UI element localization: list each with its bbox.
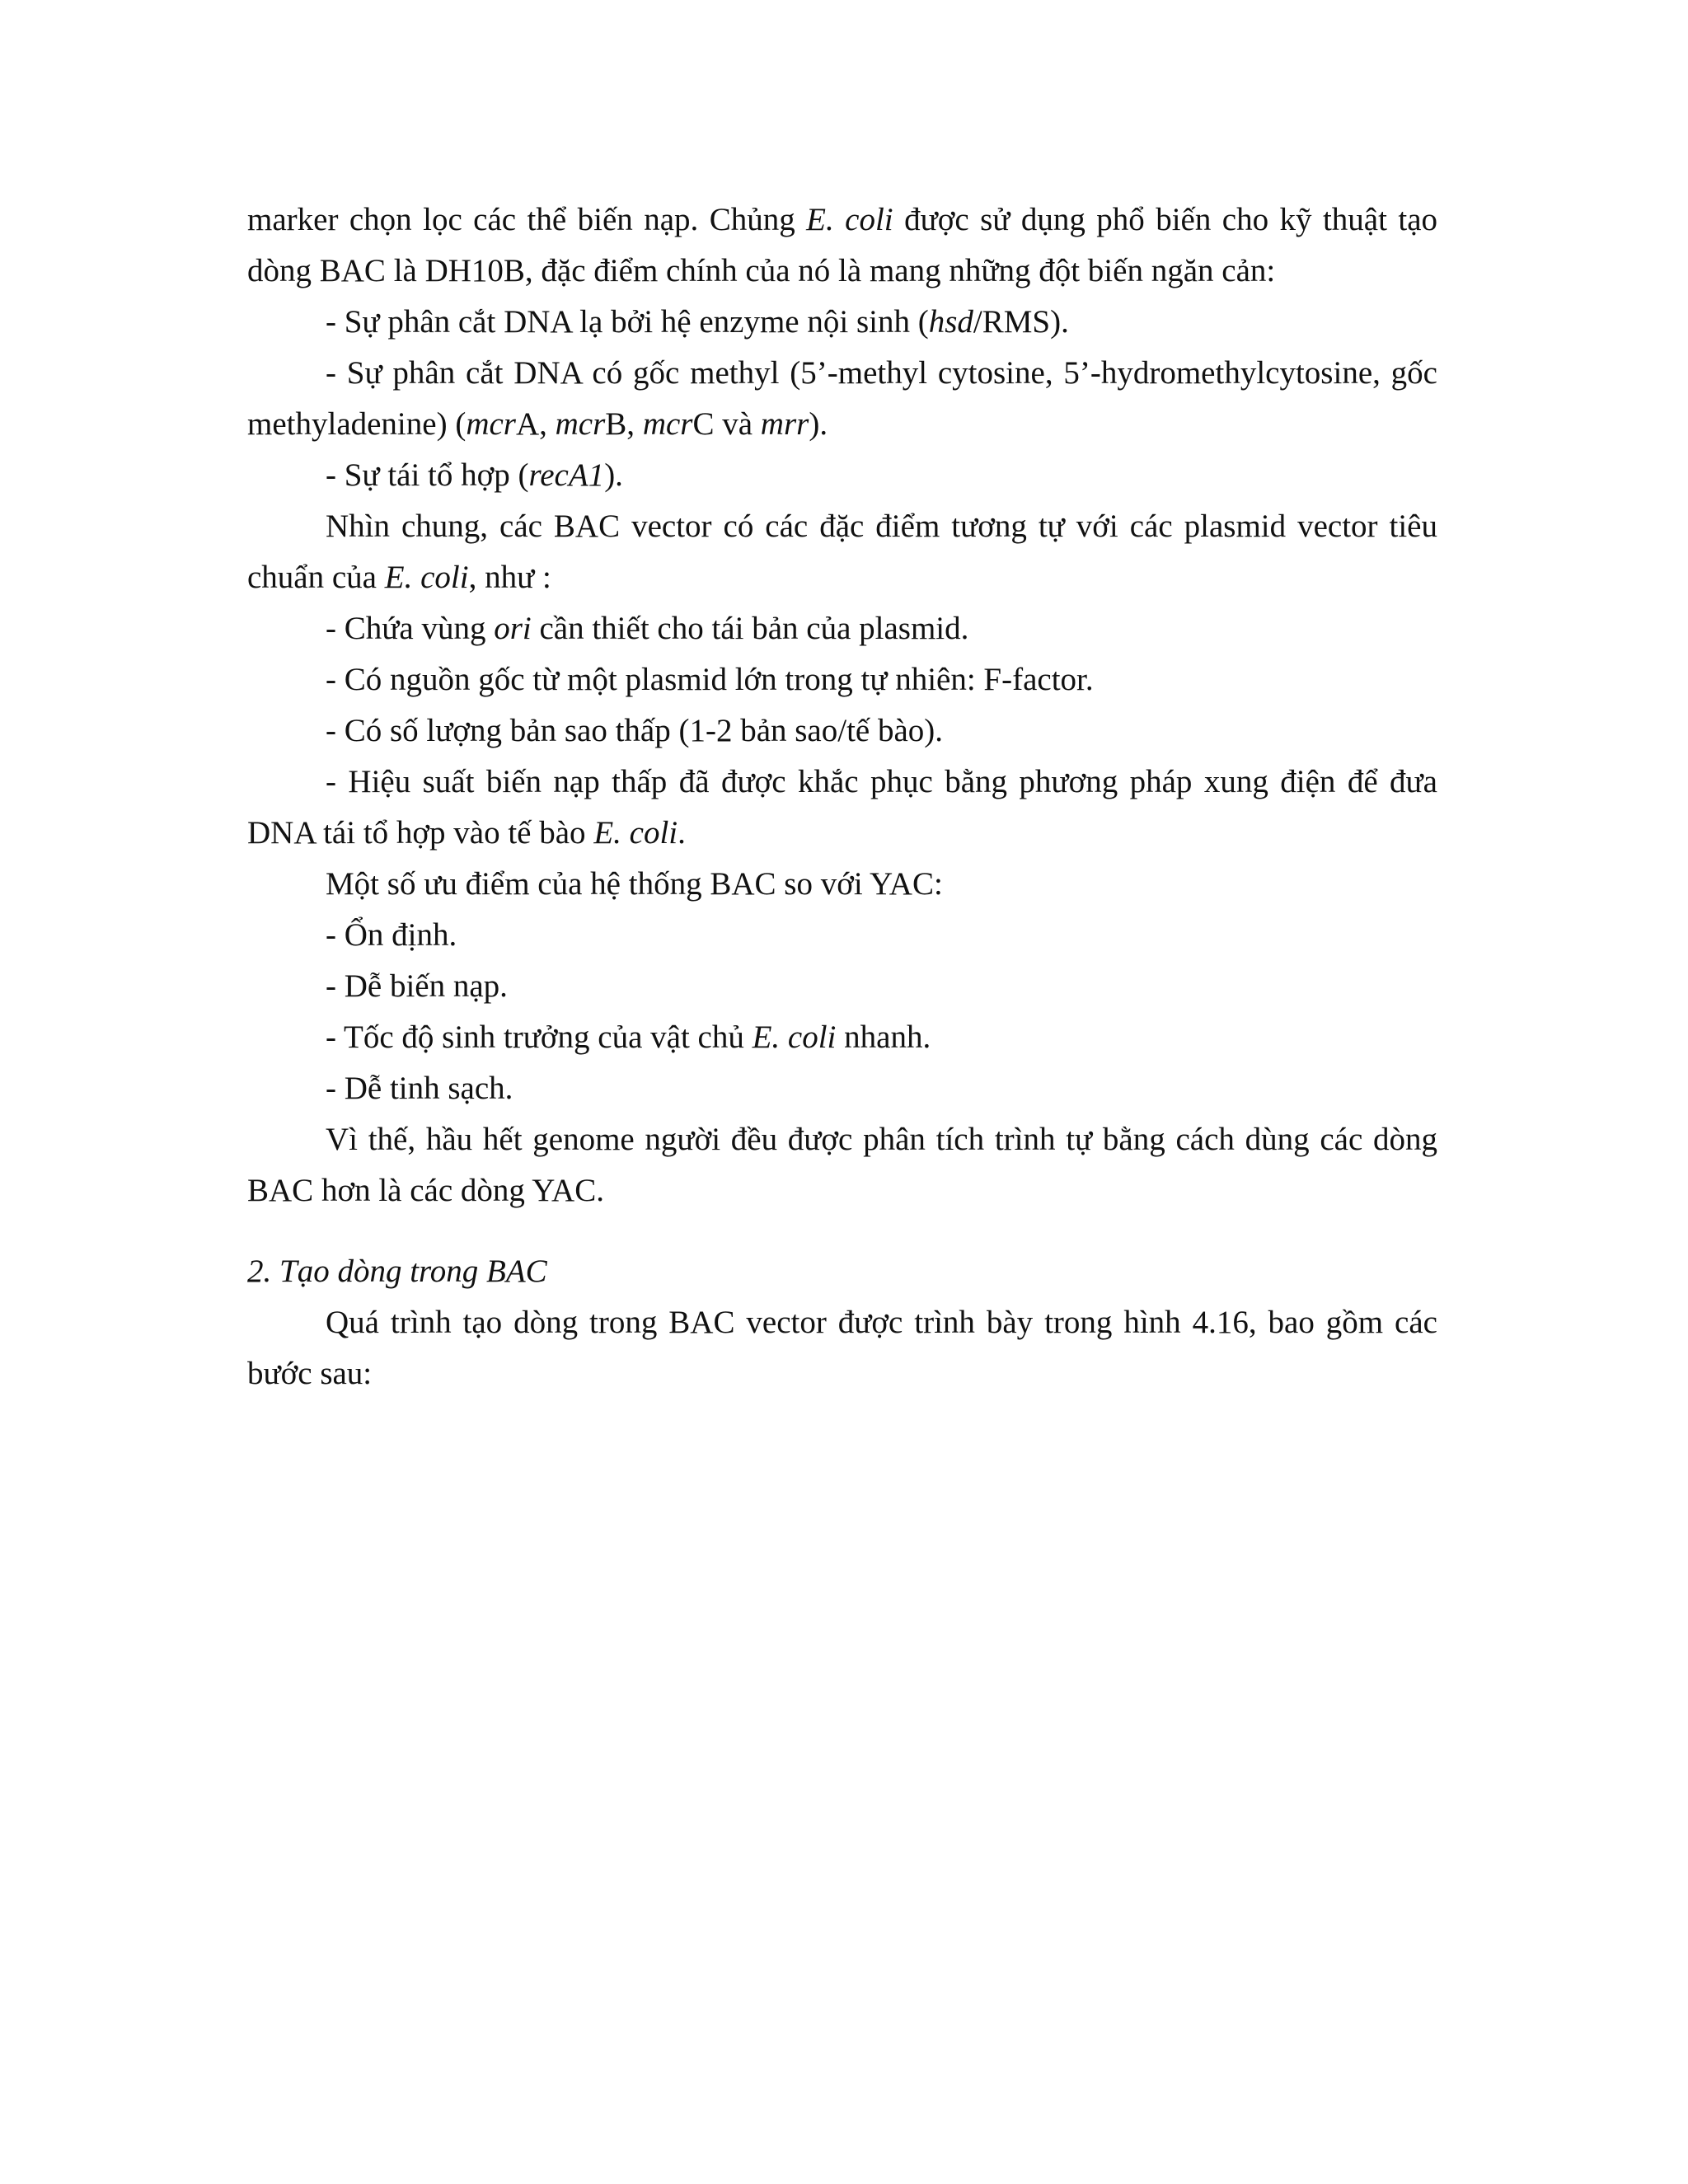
text-run: . [678, 815, 686, 851]
text-run: , như : [468, 560, 551, 595]
text-run: ). [604, 457, 623, 493]
text-run: cần thiết cho tái bản của plasmid. [531, 611, 969, 646]
paragraph-conclusion: Vì thế, hầu hết genome người đều được phân tích trình tự bằng cách dùng các dòng BAC hơn là các dòng YAC. [247, 1122, 1437, 1208]
section-heading: 2. Tạo dòng trong BAC [247, 1254, 547, 1289]
bullet-copy-number: - Có số lượng bản sao thấp (1-2 bản sao/tế bào). [326, 713, 944, 748]
italic-text-run: E. coli [806, 202, 893, 237]
bullet-electroporation [247, 757, 1437, 859]
paragraph-marker-selection [247, 194, 1437, 297]
bullet-stable: - Ổn định. [326, 917, 457, 953]
text-run: - Hiệu suất biến nạp thấp đã được khắc phục bằng phương pháp xung điện để đưa DNA tái tổ hợp vào tế bào [247, 764, 1437, 851]
italic-text-run: mcr [642, 406, 693, 442]
document-page [247, 194, 1437, 1399]
text-run: nhanh. [836, 1019, 931, 1055]
italic-text-run: E. coli [384, 560, 469, 595]
italic-text-run: ori [494, 611, 532, 646]
italic-text-run: hsd [928, 304, 973, 340]
bullet-f-factor: - Có nguồn gốc từ một plasmid lớn trong tự nhiên: F-factor. [326, 662, 1094, 697]
text-run: A, [515, 406, 556, 442]
italic-text-run: E. coli [593, 815, 678, 851]
text-run: marker chọn lọc các thể biến nạp. Chủng [247, 202, 807, 237]
italic-text-run: mcr [466, 406, 516, 442]
paragraph-cloning-process: Quá trình tạo dòng trong BAC vector được trình bày trong hình 4.16, bao gồm các bước sau: [247, 1305, 1437, 1391]
bullet-recombination [247, 450, 1437, 501]
italic-text-run: mcr [555, 406, 606, 442]
text-run: được sử dụng phổ biến cho kỹ thuật tạo dòng BAC là DH10B, đặc điểm chính của nó là mang những đột biến ngăn cản: [247, 202, 1437, 288]
bullet-easy-transform: - Dễ biến nạp. [326, 968, 508, 1004]
text-run: ). [809, 406, 828, 442]
bullet-hsd-rms [247, 297, 1437, 348]
text-run: Nhìn chung, các BAC vector có các đặc điểm tương tự với các plasmid vector tiêu chuẩn của [247, 509, 1437, 595]
text-run: - Tốc độ sinh trưởng của vật chủ [326, 1019, 753, 1055]
text-run: - Sự phân cắt DNA lạ bởi hệ enzyme nội sinh ( [326, 304, 929, 340]
text-run: C và [692, 406, 761, 442]
bullet-easy-purify: - Dễ tinh sạch. [326, 1071, 513, 1106]
bullet-growth-rate [247, 1012, 1437, 1063]
italic-text-run: E. coli [752, 1019, 837, 1055]
text-run: - Sự phân cắt DNA có gốc methyl (5’-methyl cytosine, 5’-hydromethylcytosine, gốc methyladenine) ( [247, 355, 1437, 442]
bullet-ori-region [247, 603, 1437, 654]
text-run: - Chứa vùng [326, 611, 495, 646]
paragraph-bac-overview [247, 501, 1437, 603]
italic-text-run: mrr [760, 406, 809, 442]
text-run: /RMS). [973, 304, 1069, 340]
paragraph-advantages-intro: Một số ưu điểm của hệ thống BAC so với YAC: [326, 866, 943, 902]
text-run: - Sự tái tổ hợp ( [326, 457, 529, 493]
text-run: B, [605, 406, 643, 442]
italic-text-run: recA1 [528, 457, 605, 493]
bullet-methyl-cleavage [247, 348, 1437, 450]
